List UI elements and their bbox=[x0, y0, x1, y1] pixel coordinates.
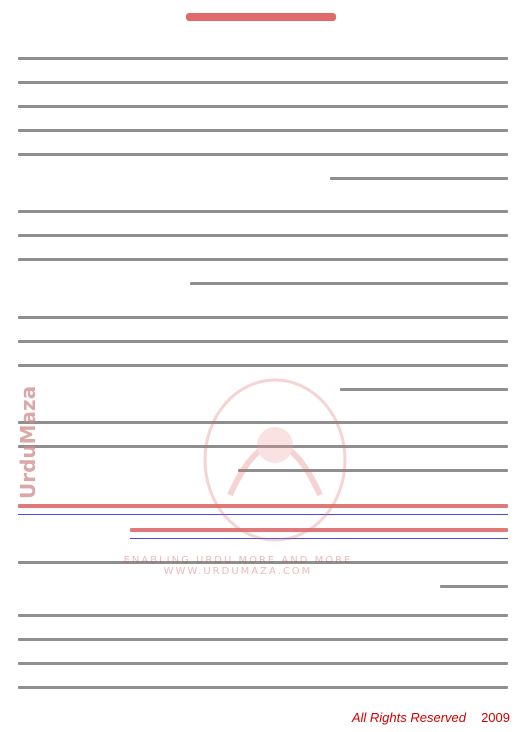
text-line bbox=[340, 388, 508, 391]
emblem-watermark-icon bbox=[200, 375, 350, 545]
watermark-url: WWW.URDUMAZA.COM bbox=[163, 566, 313, 577]
footer bbox=[180, 707, 510, 725]
text-line bbox=[18, 153, 508, 156]
footer-rights: All Rights Reserved bbox=[351, 710, 466, 725]
footer-year: 2009 bbox=[481, 710, 510, 725]
text-line bbox=[18, 614, 508, 617]
text-line bbox=[18, 81, 508, 84]
text-line bbox=[18, 105, 508, 108]
text-line bbox=[18, 234, 508, 237]
text-line bbox=[18, 258, 508, 261]
text-line bbox=[18, 662, 508, 665]
text-line bbox=[18, 210, 508, 213]
text-line bbox=[18, 686, 508, 689]
text-line bbox=[18, 638, 508, 641]
text-line bbox=[440, 585, 508, 588]
side-logo: UrduMaza bbox=[16, 385, 40, 499]
text-line bbox=[330, 177, 508, 180]
article-title bbox=[186, 13, 336, 21]
text-line bbox=[18, 316, 508, 319]
watermark-tagline: ENABLING URDU MORE AND MORE bbox=[123, 555, 353, 566]
text-line bbox=[18, 129, 508, 132]
text-line bbox=[18, 364, 508, 367]
watermark bbox=[118, 555, 358, 601]
text-line bbox=[18, 340, 508, 343]
text-line bbox=[18, 57, 508, 60]
text-line bbox=[190, 282, 508, 285]
